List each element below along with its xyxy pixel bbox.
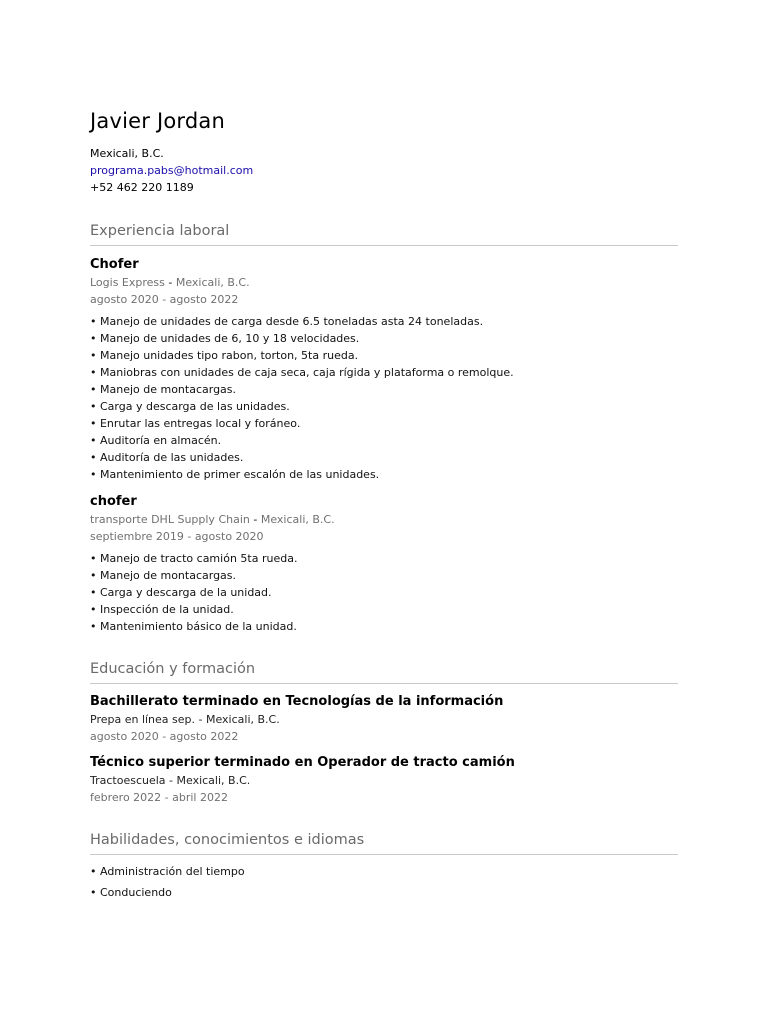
job-duty: • Maniobras con unidades de caja seca, caja rígida y plataforma o remolque. <box>90 366 514 379</box>
job-separator: - <box>249 513 261 526</box>
job-company-line <box>90 274 678 291</box>
candidate-phone: +52 462 220 1189 <box>90 181 194 194</box>
job-company: transporte DHL Supply Chain <box>90 513 250 526</box>
job-duty: • Auditoría en almacén. <box>90 434 222 447</box>
education-dates: febrero 2022 - abril 2022 <box>90 791 228 804</box>
job-duty: • Manejo de montacargas. <box>90 569 237 582</box>
job-duty: • Manejo unidades tipo rabon, torton, 5ta rueda. <box>90 349 359 362</box>
experience-section-title: Experiencia laboral <box>90 223 678 246</box>
job-duty: • Mantenimiento básico de la unidad. <box>90 620 297 633</box>
job-duty: • Manejo de unidades de 6, 10 y 18 velocidades. <box>90 332 360 345</box>
job-dates: septiembre 2019 - agosto 2020 <box>90 530 264 543</box>
job-duty: • Inspección de la unidad. <box>90 603 234 616</box>
job-duties-list <box>90 550 678 635</box>
job-separator: - <box>164 276 176 289</box>
candidate-name: Javier Jordan <box>90 109 225 133</box>
job-company-line <box>90 511 678 528</box>
skill-item: • Conduciendo <box>90 886 172 899</box>
job-duties-list <box>90 313 678 483</box>
skill-item: • Administración del tiempo <box>90 865 245 878</box>
job-duty: • Manejo de tracto camión 5ta rueda. <box>90 552 298 565</box>
education-institution: Tractoescuela - Mexicali, B.C. <box>90 774 251 787</box>
job-company: Logis Express <box>90 276 165 289</box>
job-duty: • Carga y descarga de las unidades. <box>90 400 290 413</box>
skills-list <box>90 861 678 903</box>
job-location: Mexicali, B.C. <box>260 513 335 526</box>
job-duty: • Manejo de unidades de carga desde 6.5 toneladas asta 24 toneladas. <box>90 315 484 328</box>
job-duty: • Auditoría de las unidades. <box>90 451 244 464</box>
education-section-title: Educación y formación <box>90 661 678 684</box>
skills-section-title: Habilidades, conocimientos e idiomas <box>90 832 678 855</box>
education-entry <box>90 754 678 806</box>
education-title: Bachillerato terminado en Tecnologías de la información <box>90 694 504 709</box>
education-institution: Prepa en línea sep. - Mexicali, B.C. <box>90 713 280 726</box>
job-duty: • Carga y descarga de la unidad. <box>90 586 272 599</box>
candidate-email-link[interactable]: programa.pabs@hotmail.com <box>90 164 254 177</box>
job-duty: • Manejo de montacargas. <box>90 383 237 396</box>
job-entry <box>90 256 678 483</box>
candidate-location: Mexicali, B.C. <box>90 147 164 160</box>
education-entry <box>90 693 678 745</box>
education-title: Técnico superior terminado en Operador de tracto camión <box>90 755 515 770</box>
job-title: Chofer <box>90 257 139 272</box>
job-duty: • Enrutar las entregas local y foráneo. <box>90 417 301 430</box>
job-dates: agosto 2020 - agosto 2022 <box>90 293 239 306</box>
education-dates: agosto 2020 - agosto 2022 <box>90 730 239 743</box>
job-title: chofer <box>90 494 137 509</box>
job-duty: • Mantenimiento de primer escalón de las unidades. <box>90 468 380 481</box>
job-location: Mexicali, B.C. <box>175 276 250 289</box>
resume-content <box>90 107 678 903</box>
job-entry <box>90 493 678 635</box>
